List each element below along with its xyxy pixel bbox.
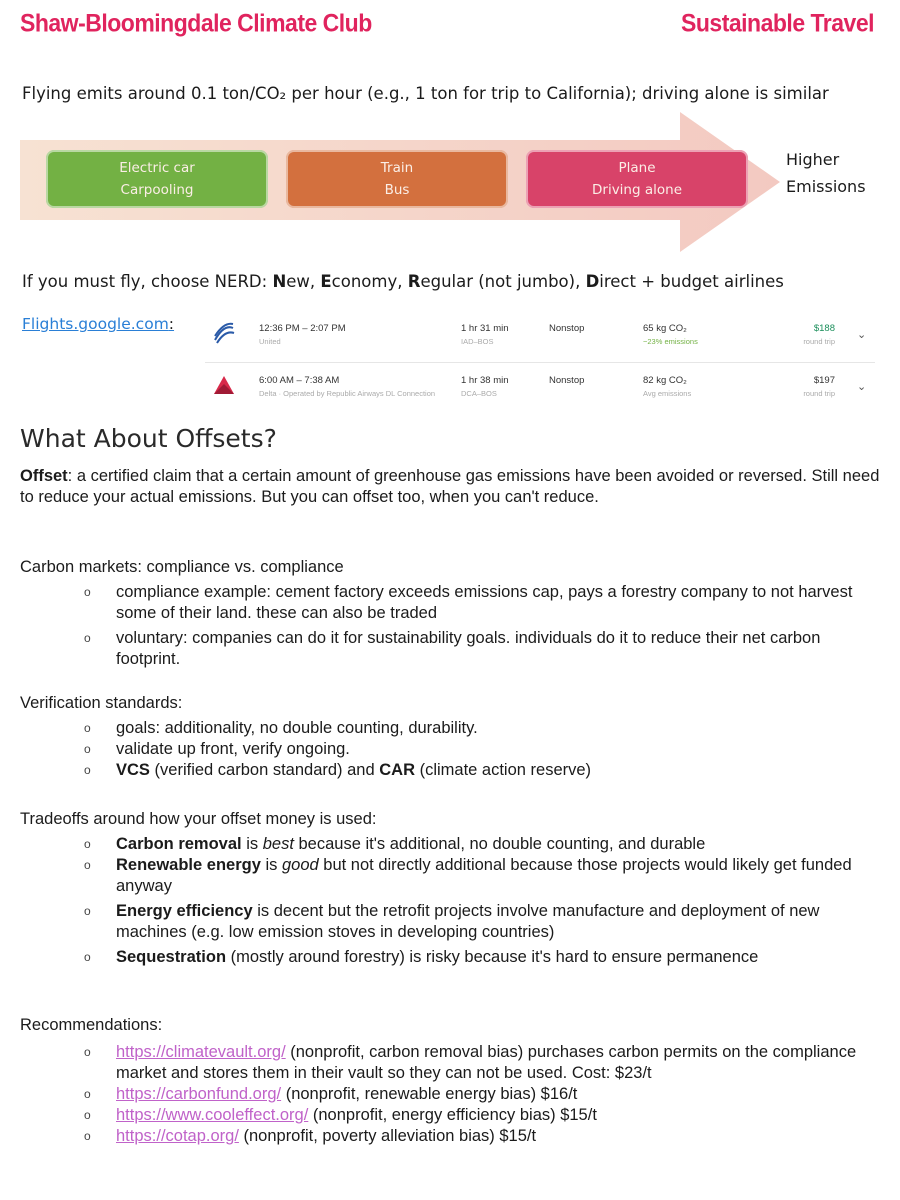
nerd-n: N bbox=[272, 272, 287, 291]
verification-item-text: validate up front, verify ongoing. bbox=[116, 740, 350, 758]
flight-row[interactable] bbox=[205, 370, 875, 416]
flight-airline: United bbox=[259, 337, 281, 346]
list-item bbox=[80, 1084, 870, 1105]
higher-label: Higher bbox=[786, 150, 840, 169]
flight-duration: 1 hr 38 min bbox=[461, 375, 509, 386]
tradeoff-pre: is bbox=[260, 856, 282, 874]
medium-emission-box bbox=[286, 150, 508, 208]
higher-emissions-label bbox=[786, 146, 866, 200]
low-emission-line2: Carpooling bbox=[120, 182, 194, 198]
bullet-icon: o bbox=[84, 1129, 91, 1143]
flights-link-colon: : bbox=[168, 315, 175, 333]
cotap-link[interactable]: https://cotap.org/ bbox=[116, 1127, 239, 1145]
nerd-e: E bbox=[320, 272, 332, 291]
flight-airline: Delta · Operated by Republic Airways DL Connection bbox=[259, 389, 436, 398]
nerd-n-rest: ew, bbox=[286, 272, 321, 291]
medium-emission-line2: Bus bbox=[384, 182, 410, 198]
list-item bbox=[80, 947, 870, 968]
united-logo-icon bbox=[213, 322, 235, 344]
recommendations-list bbox=[80, 1042, 870, 1147]
list-item bbox=[80, 1042, 870, 1084]
low-emission-line1: Electric car bbox=[119, 160, 195, 176]
emissions-label: Emissions bbox=[786, 177, 866, 196]
bullet-icon: o bbox=[84, 631, 91, 645]
nerd-prefix: If you must fly, choose NERD: bbox=[22, 272, 273, 291]
medium-emission-line1: Train bbox=[380, 160, 414, 176]
list-item bbox=[80, 1105, 870, 1126]
bullet-icon: o bbox=[84, 904, 91, 918]
flight-trip: round trip bbox=[803, 337, 835, 346]
nerd-r: R bbox=[407, 272, 421, 291]
bullet-icon: o bbox=[84, 585, 91, 599]
tradeoff-term: Energy efficiency bbox=[116, 902, 253, 920]
tradeoff-pre: is decent but the retrofit projects involve manufacture and deployment of new machines (e.g. low emission stoves in developing countries) bbox=[116, 902, 820, 941]
verification-title: Verification standards: bbox=[20, 694, 183, 712]
flight-route: IAD–BOS bbox=[461, 337, 494, 346]
bullet-icon: o bbox=[84, 950, 91, 964]
recommendation-text: (nonprofit, energy efficiency bias) $15/t bbox=[308, 1106, 597, 1124]
list-item bbox=[80, 739, 870, 760]
flight-duration: 1 hr 31 min bbox=[461, 323, 509, 334]
list-item bbox=[80, 834, 870, 855]
flight-row[interactable] bbox=[205, 318, 875, 364]
verification-list bbox=[80, 718, 870, 781]
flight-trip: round trip bbox=[803, 389, 835, 398]
flight-stops: Nonstop bbox=[549, 323, 585, 334]
offset-definition-text: : a certified claim that a certain amount of greenhouse gas emissions have been avoided or reversed. Still need to reduce your actual emissions. But you can offset too, when you can't reduce. bbox=[20, 467, 880, 506]
flights-link[interactable]: Flights.google.com bbox=[22, 315, 169, 333]
nerd-e-rest: conomy, bbox=[331, 272, 408, 291]
car-term: CAR bbox=[379, 761, 415, 779]
carbonfund-link[interactable]: https://carbonfund.org/ bbox=[116, 1085, 282, 1103]
markets-item-text: voluntary: companies can do it for sustainability goals. individuals do it to reduce their net carbon footprint. bbox=[116, 629, 821, 668]
bullet-icon: o bbox=[84, 837, 91, 851]
recommendation-text: (nonprofit, carbon removal bias) purchases carbon permits on the compliance market and stores them in their vault so they can not be used. Cost: $23/t bbox=[116, 1043, 857, 1082]
bullet-icon: o bbox=[84, 763, 91, 777]
offsets-heading: What About Offsets? bbox=[20, 424, 277, 453]
bullet-icon: o bbox=[84, 742, 91, 756]
bullet-icon: o bbox=[84, 1108, 91, 1122]
chevron-down-icon[interactable]: ⌄ bbox=[857, 329, 867, 341]
markets-title: Carbon markets: compliance vs. compliance bbox=[20, 558, 344, 576]
recommendation-text: (nonprofit, renewable energy bias) $16/t bbox=[281, 1085, 578, 1103]
verification-item-text: goals: additionality, no double counting, durability. bbox=[116, 719, 478, 737]
flight-price: $197 bbox=[813, 375, 835, 386]
tradeoff-term: Sequestration bbox=[116, 948, 227, 966]
list-item bbox=[80, 1126, 870, 1147]
flight-co2-note: Avg emissions bbox=[643, 389, 692, 398]
flight-price: $188 bbox=[813, 323, 835, 334]
bullet-icon: o bbox=[84, 858, 91, 872]
flights-link-wrap bbox=[22, 315, 174, 333]
flight-co2: 65 kg CO₂ bbox=[643, 323, 687, 334]
offset-definition bbox=[20, 466, 880, 508]
markets-list bbox=[80, 582, 870, 670]
tradeoff-pre: is bbox=[241, 835, 263, 853]
vcs-term: VCS bbox=[116, 761, 150, 779]
nerd-line bbox=[22, 272, 784, 291]
nerd-d-rest: irect + budget airlines bbox=[599, 272, 784, 291]
flight-co2: 82 kg CO₂ bbox=[643, 375, 687, 386]
bullet-icon: o bbox=[84, 1045, 91, 1059]
offset-term: Offset bbox=[20, 467, 68, 485]
tradeoff-rating: good bbox=[281, 856, 319, 874]
tradeoff-rating: best bbox=[262, 835, 294, 853]
list-item bbox=[80, 901, 870, 943]
tradeoff-pre: (mostly around forestry) is risky because it's hard to ensure permanence bbox=[226, 948, 759, 966]
club-name: Shaw-Bloomingdale Climate Club bbox=[20, 8, 372, 38]
bullet-icon: o bbox=[84, 721, 91, 735]
recommendations-title: Recommendations: bbox=[20, 1016, 163, 1034]
list-item bbox=[80, 628, 870, 670]
topic-title: Sustainable Travel bbox=[681, 8, 874, 38]
chevron-down-icon[interactable]: ⌄ bbox=[857, 381, 867, 393]
list-item bbox=[80, 760, 870, 781]
car-text: (climate action reserve) bbox=[414, 761, 592, 779]
tradeoff-term: Carbon removal bbox=[116, 835, 242, 853]
vcs-text: (verified carbon standard) and bbox=[149, 761, 380, 779]
bullet-icon: o bbox=[84, 1087, 91, 1101]
tradeoff-post: because it's additional, no double counting, and durable bbox=[293, 835, 706, 853]
tradeoff-post: but not directly additional because those projects would likely get funded anyway bbox=[116, 856, 852, 895]
tradeoffs-list bbox=[80, 834, 870, 968]
flight-divider bbox=[205, 362, 875, 363]
high-emission-line2: Driving alone bbox=[592, 182, 682, 198]
cooleffect-link[interactable]: https://www.cooleffect.org/ bbox=[116, 1106, 309, 1124]
flight-co2-note: −23% emissions bbox=[643, 337, 698, 346]
nerd-d: D bbox=[585, 272, 600, 291]
intro-text: Flying emits around 0.1 ton/CO₂ per hour (e.g., 1 ton for trip to California); driving alone is similar bbox=[22, 84, 829, 103]
flight-stops: Nonstop bbox=[549, 375, 585, 386]
high-emission-box bbox=[526, 150, 748, 208]
markets-item-text: compliance example: cement factory exceeds emissions cap, pays a forestry company to not harvest some of their land. these can also be traded bbox=[116, 583, 853, 622]
list-item bbox=[80, 582, 870, 624]
tradeoff-term: Renewable energy bbox=[116, 856, 261, 874]
recommendation-text: (nonprofit, poverty alleviation bias) $15/t bbox=[238, 1127, 537, 1145]
nerd-r-rest: egular (not jumbo), bbox=[420, 272, 586, 291]
flight-times: 6:00 AM – 7:38 AM bbox=[259, 375, 340, 386]
flight-route: DCA–BOS bbox=[461, 389, 497, 398]
low-emission-box bbox=[46, 150, 268, 208]
tradeoffs-title: Tradeoffs around how your offset money is used: bbox=[20, 810, 377, 828]
list-item bbox=[80, 855, 870, 897]
climatevault-link[interactable]: https://climatevault.org/ bbox=[116, 1043, 286, 1061]
flight-times: 12:36 PM – 2:07 PM bbox=[259, 323, 346, 334]
delta-logo-icon bbox=[213, 374, 235, 396]
high-emission-line1: Plane bbox=[618, 160, 656, 176]
list-item bbox=[80, 718, 870, 739]
